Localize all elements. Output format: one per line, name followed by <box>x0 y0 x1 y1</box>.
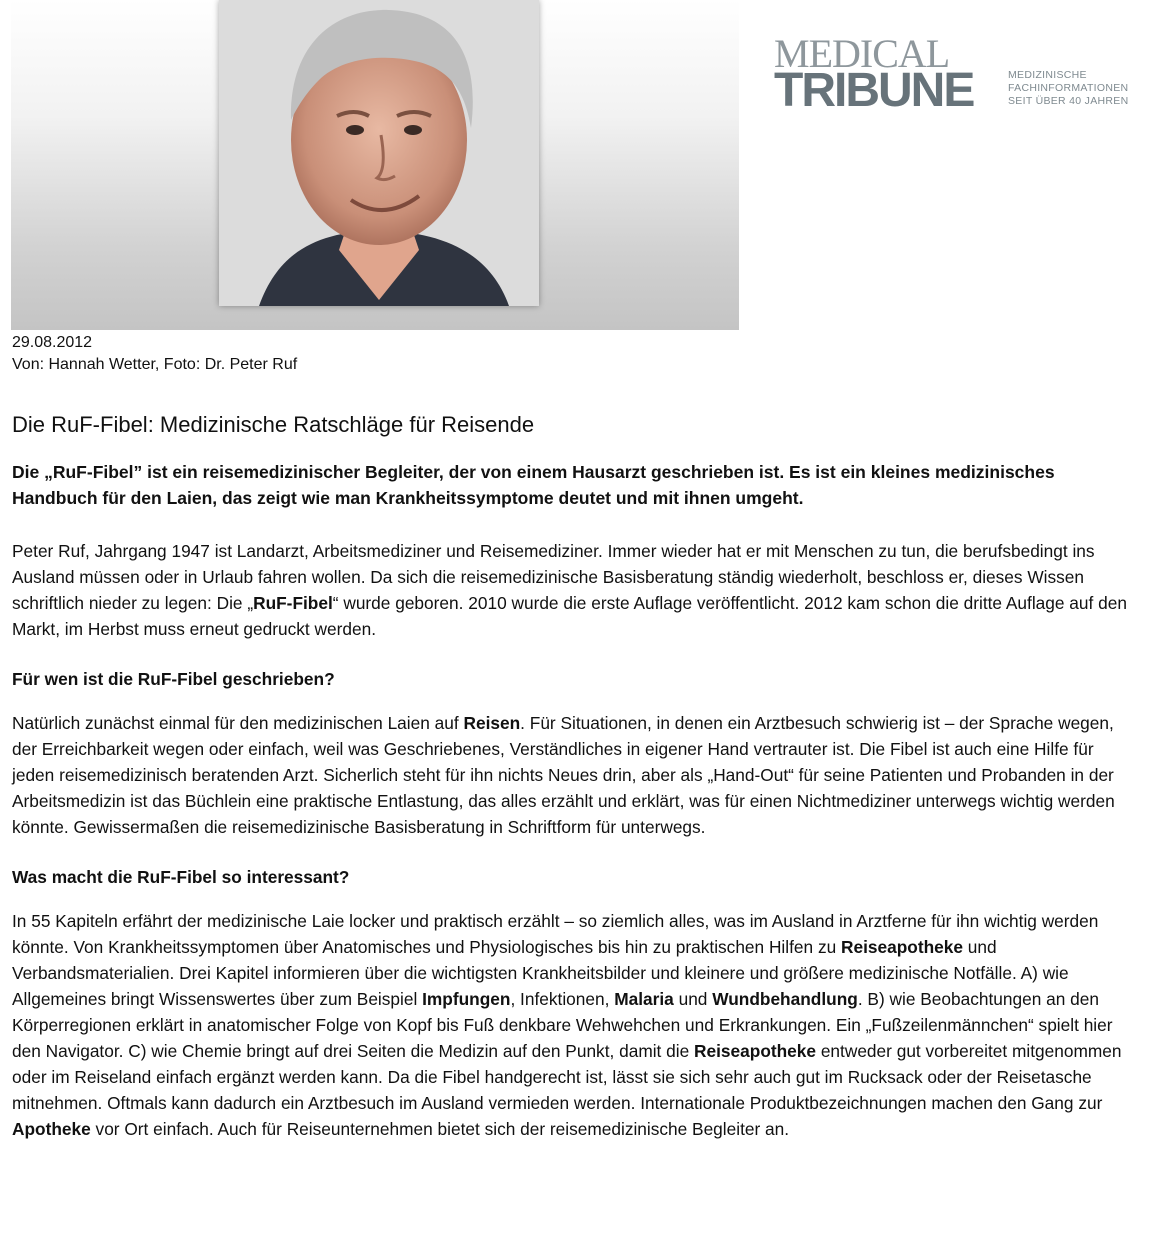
logo-medical: MEDICAL <box>774 31 950 76</box>
text-run: und Verbandsmaterialien. Drei Kapitel informieren über die wichtigsten Krankheitsbilder und kleinere und größere medizinische Notfälle. A) wie Allgemeines bringt Wissenswertes über zum Beispiel <box>12 937 1069 1009</box>
medical-tribune-logo <box>774 31 1144 117</box>
text-run: Peter Ruf, Jahrgang 1947 ist Landarzt, Arbeitsmediziner und Reisemediziner. Immer wieder hat er mit Menschen zu tun, die berufsbedingt ins Ausland müssen oder in Urlaub fahren wollen. Da sich die reisemedizinische Basisberatung ständig wiederholt, beschloss er, dieses Wissen schriftlich nieder zu legen: Die „ <box>12 541 1095 613</box>
text-run: . Für Situationen, in denen ein Arztbesuch schwierig ist – der Sprache wegen, der Erreichbarkeit wegen oder einfach, weil was Geschriebenes, Verständliches in eigener Hand vertrauter ist. Die Fibel ist auch eine Hilfe für jeden reisemedizinisch beratenden Arzt. Sicherlich steht für ihn nichts Neues drin, aber als „Hand-Out“ für seine Patienten und Probanden in der Arbeitsmedizin ist das Büchlein eine praktische Entlastung, das alles erzählt und erklärt, was für einen Nichtmediziner unterwegs wichtig werden könnte. Gewissermaßen die reisemedizinische Basisberatung in Schriftform für unterwegs. <box>12 713 1115 837</box>
text-run: vor Ort einfach. Auch für Reiseunternehmen bietet sich der reisemedizinische Begleiter an. <box>90 1119 790 1139</box>
paragraph-interest <box>12 908 1140 1142</box>
bold-term: Apotheke <box>12 1119 91 1139</box>
bold-term: Reiseapotheke <box>694 1041 817 1061</box>
article-title: Die RuF-Fibel: Medizinische Ratschläge für Reisende <box>12 412 535 437</box>
section-heading-audience: Für wen ist die RuF-Fibel geschrieben? <box>12 669 335 689</box>
paragraph-intro <box>12 538 1140 642</box>
text-run: entweder gut vorbereitet mitgenommen oder im Reiseland einfach ergänzt werden kann. Da die Fibel handgerecht ist, lässt sie sich sehr auch gut im Rucksack oder der Reisetasche mitnehmen. Oftmals kann dadurch ein Arztbesuch im Ausland vermieden werden. Internationale Produktbezeichnungen machen den Gang zur <box>12 1041 1122 1113</box>
bold-term: RuF-Fibel <box>253 593 333 613</box>
article-photo <box>11 0 739 330</box>
bold-term: Reisen <box>463 713 521 733</box>
article-byline: Von: Hannah Wetter, Foto: Dr. Peter Ruf <box>12 356 298 373</box>
text-run: Natürlich zunächst einmal für den medizinischen Laien auf <box>12 713 464 733</box>
bold-term: Malaria <box>614 989 674 1009</box>
logo-tagline <box>1008 69 1128 108</box>
text-run: . B) wie Beobachtungen an den Körperregionen erklärt in anatomischer Folge von Kopf bis Fuß denkbare Wehwehchen und Erkrankungen. Ein „Fußzeilenmännchen“ spielt hier den Navigator. C) wie Chemie bringt auf drei Seiten die Medizin auf den Punkt, damit die <box>12 989 1113 1061</box>
bold-term: Impfungen <box>422 989 511 1009</box>
article-body <box>12 459 1140 1166</box>
portrait <box>219 0 539 306</box>
portrait-illustration <box>219 0 539 306</box>
bold-term: Wundbehandlung <box>712 989 858 1009</box>
article-meta <box>12 332 297 376</box>
logo-tagline-line: MEDIZINISCHE <box>1008 69 1087 81</box>
article-lead: Die „RuF-Fibel” ist ein reisemedizinischer Begleiter, der von einem Hausarzt geschrieben ist. Es ist ein kleines medizinisches Handbuch für den Laien, das zeigt wie man Krankheitssymptome deutet und mit ihnen umgeht. <box>12 462 1055 508</box>
section-heading-interest: Was macht die RuF-Fibel so interessant? <box>12 867 350 887</box>
text-run: “ wurde geboren. 2010 wurde die erste Auflage veröffentlicht. 2012 kam schon die dritte Auflage auf den Markt, im Herbst muss erneut gedruckt werden. <box>12 593 1127 639</box>
text-run: In 55 Kapiteln erfährt der medizinische Laie locker und praktisch erzählt – so ziemlich alles, was im Ausland in Arztferne für ihn wichtig werden könnte. Von Krankheitssymptomen über Anatomisches und Physiologisches bis hin zu praktischen Hilfen zu <box>12 911 1099 957</box>
text-run: und <box>673 989 713 1009</box>
article-date: 29.08.2012 <box>12 334 93 351</box>
logo-tagline-line: SEIT ÜBER 40 JAHREN <box>1008 95 1129 107</box>
bold-term: Reiseapotheke <box>841 937 963 957</box>
logo-tribune: TRIBUNE <box>774 64 974 117</box>
text-run: , Infektionen, <box>510 989 615 1009</box>
paragraph-audience <box>12 710 1140 840</box>
logo-tagline-line: FACHINFORMATIONEN <box>1008 82 1129 94</box>
